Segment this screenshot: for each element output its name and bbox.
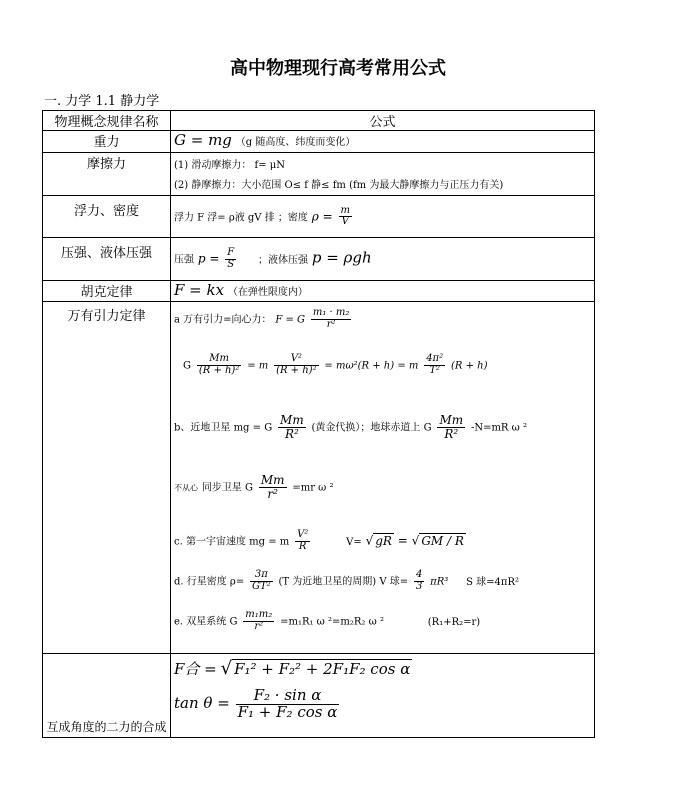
row-name-composition: 互成角度的二力的合成 xyxy=(43,654,171,738)
gravitation-b-fraction2 xyxy=(437,414,465,440)
gravitation-c-num: V² xyxy=(297,529,309,540)
gravitation-d-den: GT² xyxy=(252,580,271,592)
liquid-pressure-formula: p = ρgh xyxy=(311,248,372,267)
row-formula-pressure xyxy=(171,238,595,281)
pressure-text: 压强 xyxy=(174,254,194,266)
gravitation-sync-fraction xyxy=(259,474,287,500)
gravitation-c-v: V= xyxy=(346,536,362,548)
gravitation-a-formula: F = G xyxy=(275,314,306,326)
header-name: 物理概念规律名称 xyxy=(43,111,171,131)
section-heading: 一. 力学 1.1 静力学 xyxy=(44,94,160,109)
row-formula-friction xyxy=(171,153,595,196)
gravitation-c-den: R xyxy=(298,540,307,552)
gravitation-b-num: Mm xyxy=(280,413,304,427)
pressure-fraction xyxy=(225,248,236,270)
gravitation-e-den: r² xyxy=(254,620,264,632)
gravitation-b-fraction xyxy=(278,414,306,440)
gravitation-b-tail: -N=mR ω ² xyxy=(470,422,527,434)
gravitation-d-fraction xyxy=(250,570,273,592)
gravitation-d-label: d. 行星密度 ρ= xyxy=(174,576,245,588)
gravitation-sync-den: r² xyxy=(267,486,278,501)
pressure-symbol: p = xyxy=(197,251,220,266)
gravitation-d-tail2: S 球=4πR² xyxy=(466,576,520,588)
composition-f-rhs: F₁² + F₂² + 2F₁F₂ cos α xyxy=(234,660,411,678)
row-name-gravity: 重力 xyxy=(43,131,171,153)
pressure-num: F xyxy=(227,247,235,258)
gravitation-eq-prefix: G xyxy=(183,360,191,372)
gravitation-d-den2: 3 xyxy=(415,580,423,592)
gravitation-a-num: m₁ · m₂ xyxy=(312,307,350,318)
buoyancy-text: 浮力 F 浮= ρ液 gV 排 ；密度 xyxy=(174,212,308,223)
gravitation-eq-mid2: = mω²(R + h) = m xyxy=(324,360,419,372)
gravitation-c-fraction xyxy=(295,530,310,552)
gravitation-a-den: r² xyxy=(326,318,336,330)
row-formula-hooke xyxy=(171,281,595,302)
gravitation-e-fraction xyxy=(243,610,274,632)
pressure-den: S xyxy=(227,258,235,270)
density-den: V xyxy=(341,216,349,227)
composition-f-lhs: F合 = xyxy=(174,660,217,678)
gravitation-eq-mid1: = m xyxy=(247,360,269,372)
gravitation-b-num2: Mm xyxy=(439,413,464,427)
formula-table xyxy=(42,110,595,738)
gravitation-c-eq: = xyxy=(397,533,408,548)
gravitation-sync-label: 同步卫星 G xyxy=(201,482,253,494)
gravitation-e-num: m₁m₂ xyxy=(245,609,273,620)
gravitation-e-mid: =m₁R₁ ω ²=m₂R₂ ω ² xyxy=(280,616,384,628)
gravitation-c-sqrt1: gR xyxy=(375,533,392,548)
gravitation-eq-f1 xyxy=(197,354,242,376)
row-name-gravitation: 万有引力定律 xyxy=(43,302,171,654)
gravity-formula: G = mg xyxy=(174,131,232,149)
gravitation-d-num: 3π xyxy=(250,570,273,582)
gravitation-c-label: c. 第一宇宙速度 mg = m xyxy=(174,536,290,548)
gravitation-eq-tail: (R + h) xyxy=(450,360,488,372)
composition-tan-num: F₂ · sin α xyxy=(236,688,340,705)
row-formula-gravity xyxy=(171,131,595,153)
row-name-hooke: 胡克定律 xyxy=(43,281,171,302)
friction-line1: (1) 滑动摩擦力： f= μN xyxy=(174,160,286,171)
gravitation-d-num2: 4 xyxy=(415,569,423,580)
row-formula-composition: F合 = √ F₁² + F₂² + 2F₁F₂ cos α tan θ = $\frac{\text{F₂ · sin α}}{\text{F₁ + F₂ cos α}}$ xyxy=(171,654,595,738)
composition-tan-den: F₁ + F₂ cos α xyxy=(237,702,338,721)
gravitation-eq-f2-num: V² xyxy=(274,354,319,366)
gravitation-eq-f1-num: Mm xyxy=(197,354,242,366)
gravitation-e-label: e. 双星系统 G xyxy=(174,616,238,628)
density-symbol: ρ = xyxy=(311,209,333,223)
gravitation-c-sqrt2: GM / R xyxy=(421,533,464,548)
gravitation-sync-tail: =mr ω ² xyxy=(292,482,334,494)
friction-line2: (2) 静摩擦力：大小范围 O≤ f 静≤ fm (fm 为最大静摩擦力与正压力有关) xyxy=(174,180,504,191)
gravitation-eq-f3-den: T² xyxy=(429,364,440,376)
density-fraction xyxy=(339,206,352,228)
composition-tan-fraction xyxy=(236,688,340,721)
row-formula-buoyancy xyxy=(171,196,595,238)
row-formula-gravitation: a 万有引力=向心力： F = G $\frac{\text{m₁ · m₂}}{\text{r²}}$ G $\frac{Mm}{\text{(R + h)²}}$ = m $\frac{\text{V²}}{\text{(R + h)²}}$ = mω²(R + h) = m $\frac{\text{4π²}}{\text{T²}}$ (R + h) b、近地卫星 mg = G $\frac{Mm}{\text{R²}}$ (黄金代换）；地球赤道上 G $\frac{Mm}{\text{R²}}$ -N=mR ω ² 不从心 同步卫星 G $\frac{Mm}{\text{r²}}$ =mr ω ² c. 第一宇宙速度 mg = m $\frac{\text{V²}}{R}$ V= √ gR = √ GM / R d. 行星密度 ρ= $\frac{3\pi}{\text{GT²}}$ (T 为近地卫星的周期) V 球= $\frac{4}{3}$ πR³ S 球=4πR² e. 双星系统 G $\frac{\text{m₁m₂}}{\text{r²}}$ =m₁R₁ ω ²=m₂R₂ ω ² (R₁+R₂=r) xyxy=(171,302,595,654)
page-title: 高中物理现行高考常用公式 xyxy=(230,58,446,79)
row-name-pressure: 压强、液体压强 xyxy=(43,238,171,281)
gravitation-sync-small: 不从心 xyxy=(174,483,198,493)
gravitation-e-tail: (R₁+R₂=r) xyxy=(427,616,481,628)
density-num: m xyxy=(340,204,350,216)
gravitation-b-mid: (黄金代换）；地球赤道上 G xyxy=(311,422,432,434)
gravitation-sync-num: Mm xyxy=(260,473,285,487)
gravitation-eq-f2 xyxy=(274,354,319,376)
gravitation-eq-f3-num: 4π² xyxy=(426,353,444,364)
gravitation-d-fraction2 xyxy=(414,570,424,592)
gravitation-a-fraction xyxy=(311,308,352,330)
row-name-buoyancy: 浮力、密度 xyxy=(43,196,171,238)
gravitation-eq-f3 xyxy=(424,354,445,376)
gravitation-d-mid: (T 为近地卫星的周期) V 球= xyxy=(278,576,409,588)
header-formula: 公式 xyxy=(171,111,595,131)
gravitation-a-label: a 万有引力=向心力： xyxy=(174,314,272,326)
gravitation-d-tail1: πR³ xyxy=(430,576,449,588)
gravitation-b-den: R² xyxy=(284,426,299,441)
gravitation-eq-f1-den: (R + h)² xyxy=(198,364,240,376)
liquid-pressure-text: ；液体压强 xyxy=(258,254,308,266)
hooke-note: （在弹性限度内） xyxy=(227,287,308,298)
row-name-friction: 摩擦力 xyxy=(43,153,171,196)
hooke-formula: F = kx xyxy=(174,281,225,299)
composition-tan-lhs: tan θ = xyxy=(174,693,230,712)
gravitation-b-label: b、近地卫星 mg = G xyxy=(174,422,273,434)
gravitation-b-den2: R² xyxy=(444,426,459,441)
gravitation-eq-f2-den: (R + h)² xyxy=(276,364,317,376)
gravity-note: （g 随高度、纬度而变化） xyxy=(235,137,356,148)
